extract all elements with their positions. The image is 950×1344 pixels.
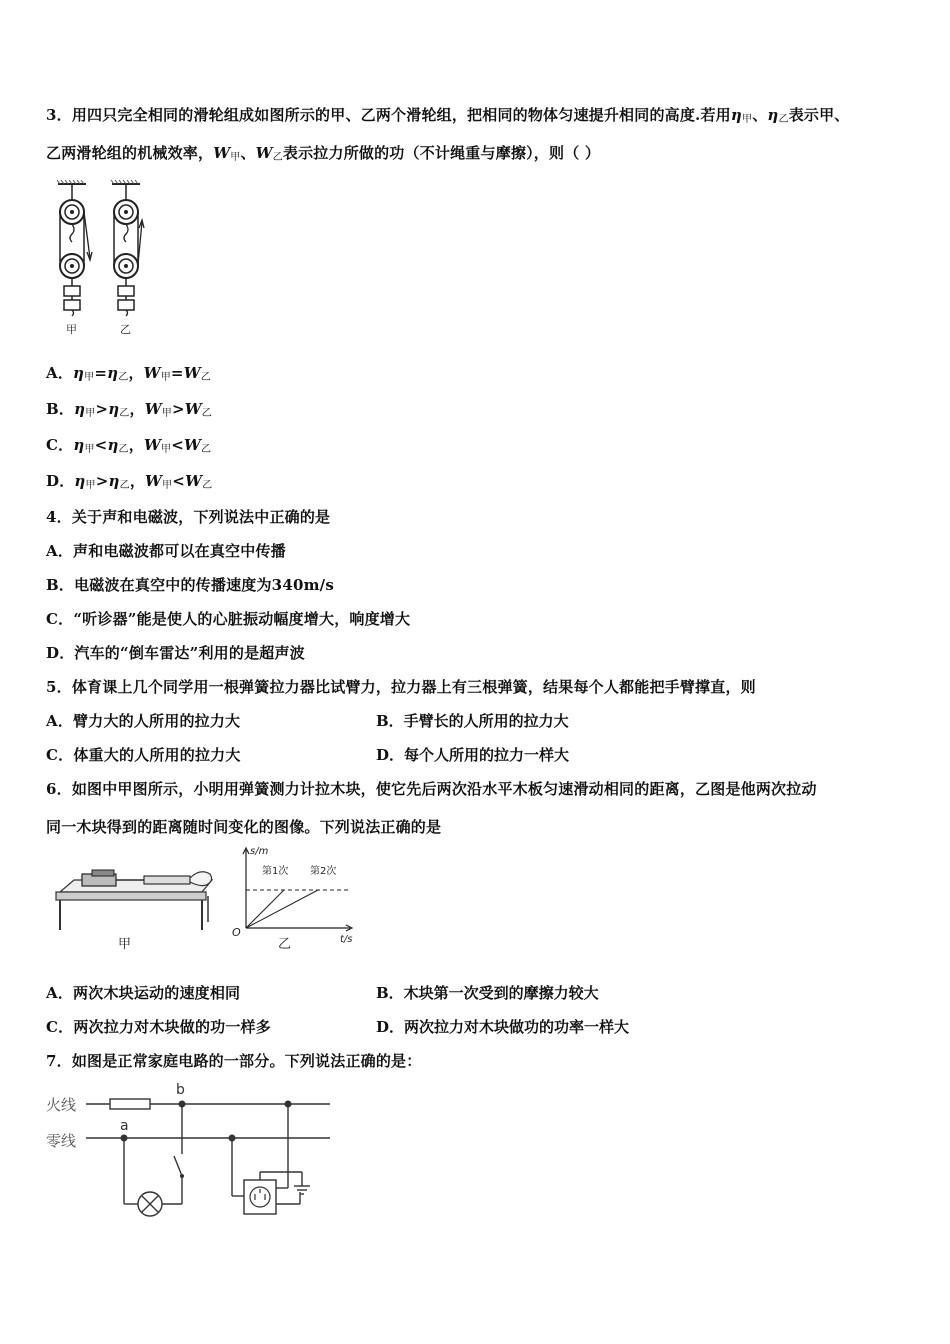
- q3-stem-line2: 乙两滑轮组的机械效率，$W_甲$、$W_乙$表示拉力所做的功（不计绳重与摩擦），则（ ）: [46, 144, 601, 163]
- pulley-label-jia: 甲: [66, 323, 77, 336]
- q6-stem-line2: 同一木块得到的距离随时间变化的图像。下列说法正确的是: [46, 818, 442, 836]
- q5-option-d[interactable]: D．每个人所用的拉力一样大: [376, 746, 570, 764]
- point-a: a: [120, 1118, 129, 1134]
- q6-line2-label: 第2次: [310, 866, 337, 877]
- q6-line1-label: 第1次: [262, 866, 289, 877]
- switch-icon: [174, 1156, 182, 1176]
- q7-circuit-figure: [40, 1080, 340, 1230]
- q6-option-c[interactable]: C．两次拉力对木块做的功一样多: [46, 1018, 271, 1036]
- q6-option-d[interactable]: D．两次拉力对木块做功的功率一样大: [376, 1018, 630, 1036]
- q4-option-a[interactable]: A．声和电磁波都可以在真空中传播: [46, 542, 286, 560]
- q6-figure-yi: [226, 844, 366, 952]
- point-b: b: [176, 1082, 185, 1098]
- fuse-icon: [110, 1099, 150, 1109]
- q4-option-c[interactable]: C．“听诊器”能是使人的心脏振动幅度增大，响度增大: [46, 610, 411, 628]
- q6-option-b[interactable]: B．木块第一次受到的摩擦力较大: [376, 984, 599, 1002]
- q5-option-b[interactable]: B．手臂长的人所用的拉力大: [376, 712, 569, 730]
- q6-label-yi: 乙: [278, 937, 292, 952]
- label-live-wire: 火线: [46, 1096, 77, 1114]
- q7-stem: 7．如图是正常家庭电路的一部分。下列说法正确的是：: [46, 1052, 422, 1070]
- label-neutral-wire: 零线: [46, 1132, 77, 1150]
- q6-figure-jia: [52, 852, 217, 952]
- q3-stem-line1: 3．用四只完全相同的滑轮组成如图所示的甲、乙两个滑轮组，把相同的物体匀速提升相同的高度.若用$\eta_甲$、$\eta_乙$表示甲、: [46, 106, 850, 125]
- q4-option-b[interactable]: B．电磁波在真空中的传播速度为340m/s: [46, 576, 334, 594]
- q3-option-d[interactable]: D．$\eta_甲>\eta_乙$，$W_甲<W_乙$: [46, 472, 213, 491]
- q5-stem: 5．体育课上几个同学用一根弹簧拉力器比试臂力，拉力器上有三根弹簧，结果每个人都能把手臂撑直，则: [46, 678, 756, 696]
- q6-axis-x: t/s: [340, 934, 353, 945]
- q6-label-jia: 甲: [118, 937, 132, 952]
- pulley-label-yi: 乙: [120, 323, 131, 336]
- q3-option-c[interactable]: C．$\eta_甲<\eta_乙$，$W_甲<W_乙$: [46, 436, 212, 455]
- q3-option-b[interactable]: B．$\eta_甲>\eta_乙$，$W_甲>W_乙$: [46, 400, 212, 419]
- q4-option-d[interactable]: D．汽车的“倒车雷达”利用的是超声波: [46, 644, 305, 662]
- q6-option-a[interactable]: A．两次木块运动的速度相同: [46, 984, 241, 1002]
- pulley-figure: [54, 178, 154, 338]
- ground-icon: [294, 1186, 310, 1194]
- socket-icon: [244, 1180, 276, 1214]
- q3-option-a[interactable]: A．$\eta_甲=\eta_乙$，$W_甲=W_乙$: [46, 364, 211, 383]
- q4-stem: 4．关于声和电磁波，下列说法中正确的是: [46, 508, 331, 526]
- q6-stem-line1: 6．如图中甲图所示，小明用弹簧测力计拉木块，使它先后两次沿水平木板匀速滑动相同的距离，乙图是他两次拉动: [46, 780, 817, 798]
- q6-axis-y: s/m: [250, 846, 269, 857]
- q6-origin: O: [232, 926, 241, 939]
- q5-option-a[interactable]: A．臂力大的人所用的拉力大: [46, 712, 241, 730]
- q5-option-c[interactable]: C．体重大的人所用的拉力大: [46, 746, 241, 764]
